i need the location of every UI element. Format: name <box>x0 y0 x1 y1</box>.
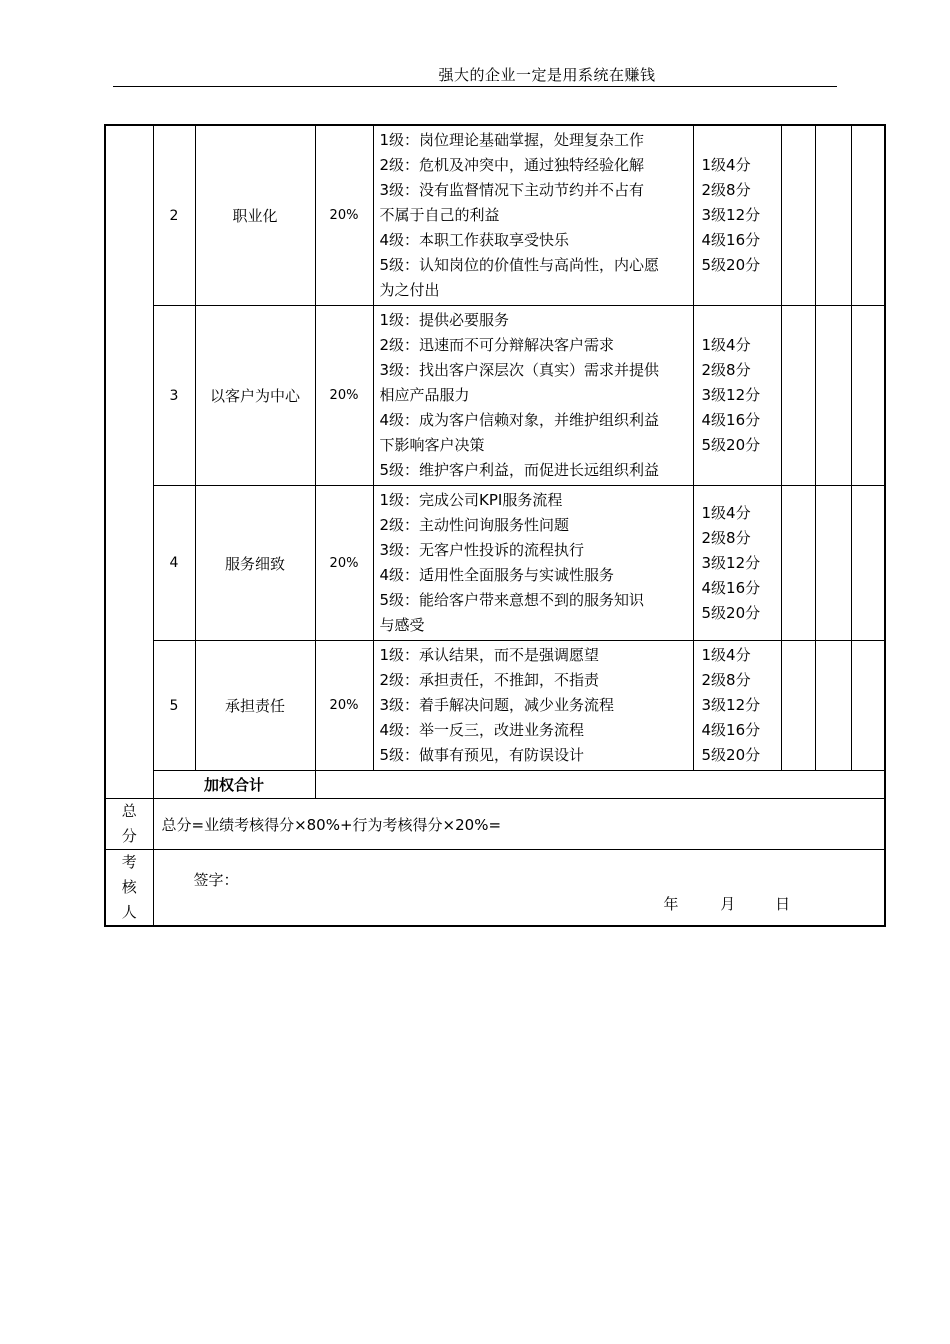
score-line: 5级20分 <box>701 436 761 454</box>
level-line: 不属于自己的利益 <box>379 206 500 224</box>
score-line: 2级8分 <box>701 671 751 689</box>
score-input-cell[interactable] <box>851 306 885 486</box>
table-row <box>105 486 885 641</box>
level-scores <box>693 486 781 641</box>
level-line: 2级：主动性问询服务性问题 <box>379 516 570 534</box>
indicator-weight: 20% <box>315 641 373 771</box>
score-input-cell[interactable] <box>851 641 885 771</box>
row-number: 3 <box>153 306 195 486</box>
score-line: 4级16分 <box>701 578 761 597</box>
table-row <box>105 125 885 306</box>
level-line: 1级：岗位理论基础掌握，处理复杂工作 <box>379 131 645 149</box>
total-score-label: 总 分 <box>105 799 153 850</box>
level-line: 5级：维护客户利益，而促进长远组织利益 <box>379 461 660 479</box>
level-line: 3级：无客户性投诉的流程执行 <box>379 541 585 559</box>
level-scores <box>693 306 781 486</box>
score-line: 3级12分 <box>701 386 761 404</box>
weighted-total-label: 加权合计 <box>153 771 315 799</box>
level-scores <box>693 641 781 771</box>
header-rule <box>113 86 837 87</box>
score-line: 1级4分 <box>701 156 751 174</box>
weighted-total-row <box>105 771 885 799</box>
score-input-cell[interactable] <box>815 125 851 306</box>
year-label: 年 <box>663 894 679 913</box>
score-line: 4级16分 <box>701 231 761 249</box>
level-line: 下影响客户决策 <box>379 436 485 454</box>
reviewer-label: 考 核 人 <box>105 850 153 927</box>
score-input-cell[interactable] <box>815 486 851 641</box>
score-input-cell[interactable] <box>781 486 815 641</box>
score-input-cell[interactable] <box>781 125 815 306</box>
level-line: 5级：认知岗位的价值性与高尚性，内心愿 <box>379 256 660 274</box>
row-number: 2 <box>153 125 195 306</box>
level-line: 3级：着手解决问题，减少业务流程 <box>379 696 615 714</box>
score-line: 2级8分 <box>701 528 751 547</box>
level-descriptions <box>373 306 693 486</box>
score-input-cell[interactable] <box>815 641 851 771</box>
score-line: 3级12分 <box>701 553 761 572</box>
total-score-formula: 总分=业绩考核得分×80%+行为考核得分×20%= <box>153 799 885 850</box>
level-line: 与感受 <box>379 616 425 634</box>
score-input-cell[interactable] <box>851 486 885 641</box>
level-line: 为之付出 <box>379 281 440 299</box>
level-line: 2级：迅速而不可分辩解决客户需求 <box>379 336 615 354</box>
level-line: 2级：承担责任，不推卸，不指责 <box>379 671 600 689</box>
score-line: 5级20分 <box>701 603 761 622</box>
reviewer-sign-cell[interactable] <box>153 850 885 927</box>
score-line: 2级8分 <box>701 181 751 199</box>
indicator-name: 服务细致 <box>195 486 315 641</box>
row-number: 5 <box>153 641 195 771</box>
table-row <box>105 641 885 771</box>
score-line: 1级4分 <box>701 646 751 664</box>
level-line: 3级：找出客户深层次（真实）需求并提供 <box>379 361 660 379</box>
score-input-cell[interactable] <box>781 641 815 771</box>
level-line: 4级：本职工作获取享受快乐 <box>379 231 570 249</box>
level-line: 1级：承认结果，而不是强调愿望 <box>379 646 600 664</box>
level-line: 4级：适用性全面服务与实诚性服务 <box>379 566 615 584</box>
signature-label: 签字： <box>193 870 239 889</box>
level-line: 2级：危机及冲突中，通过独特经验化解 <box>379 156 645 174</box>
level-descriptions <box>373 641 693 771</box>
indicator-weight: 20% <box>315 486 373 641</box>
indicator-name: 承担责任 <box>195 641 315 771</box>
indicator-weight: 20% <box>315 306 373 486</box>
score-line: 3级12分 <box>701 206 761 224</box>
level-line: 5级：能给客户带来意想不到的服务知识 <box>379 591 645 609</box>
level-line: 1级：提供必要服务 <box>379 311 510 329</box>
evaluation-table <box>104 124 886 927</box>
level-descriptions <box>373 125 693 306</box>
total-score-row <box>105 799 885 850</box>
level-line: 4级：举一反三，改进业务流程 <box>379 721 585 739</box>
score-line: 2级8分 <box>701 361 751 379</box>
score-input-cell[interactable] <box>851 125 885 306</box>
level-line: 4级：成为客户信赖对象，并维护组织利益 <box>379 411 660 429</box>
score-input-cell[interactable] <box>815 306 851 486</box>
score-line: 5级20分 <box>701 746 761 764</box>
day-label: 日 <box>775 894 791 913</box>
score-line: 3级12分 <box>701 696 761 714</box>
page-header-title: 强大的企业一定是用系统在赚钱 <box>438 66 656 84</box>
score-line: 5级20分 <box>701 256 761 274</box>
level-scores <box>693 125 781 306</box>
score-line: 1级4分 <box>701 503 751 522</box>
indicator-name: 以客户为中心 <box>195 306 315 486</box>
level-line: 5级：做事有预见，有防误设计 <box>379 746 585 764</box>
weighted-total-value[interactable] <box>315 771 885 799</box>
score-line: 4级16分 <box>701 411 761 429</box>
row-number: 4 <box>153 486 195 641</box>
score-line: 1级4分 <box>701 336 751 354</box>
score-line: 4级16分 <box>701 721 761 739</box>
indicator-weight: 20% <box>315 125 373 306</box>
level-descriptions <box>373 486 693 641</box>
reviewer-row <box>105 850 885 927</box>
score-input-cell[interactable] <box>781 306 815 486</box>
month-label: 月 <box>720 894 736 913</box>
table-row <box>105 306 885 486</box>
level-line: 3级：没有监督情况下主动节约并不占有 <box>379 181 645 199</box>
date-fields <box>664 893 791 914</box>
indicator-name: 职业化 <box>195 125 315 306</box>
category-cell <box>105 125 153 799</box>
level-line: 相应产品服力 <box>379 386 470 404</box>
level-line: 1级：完成公司KPI服务流程 <box>379 491 563 509</box>
